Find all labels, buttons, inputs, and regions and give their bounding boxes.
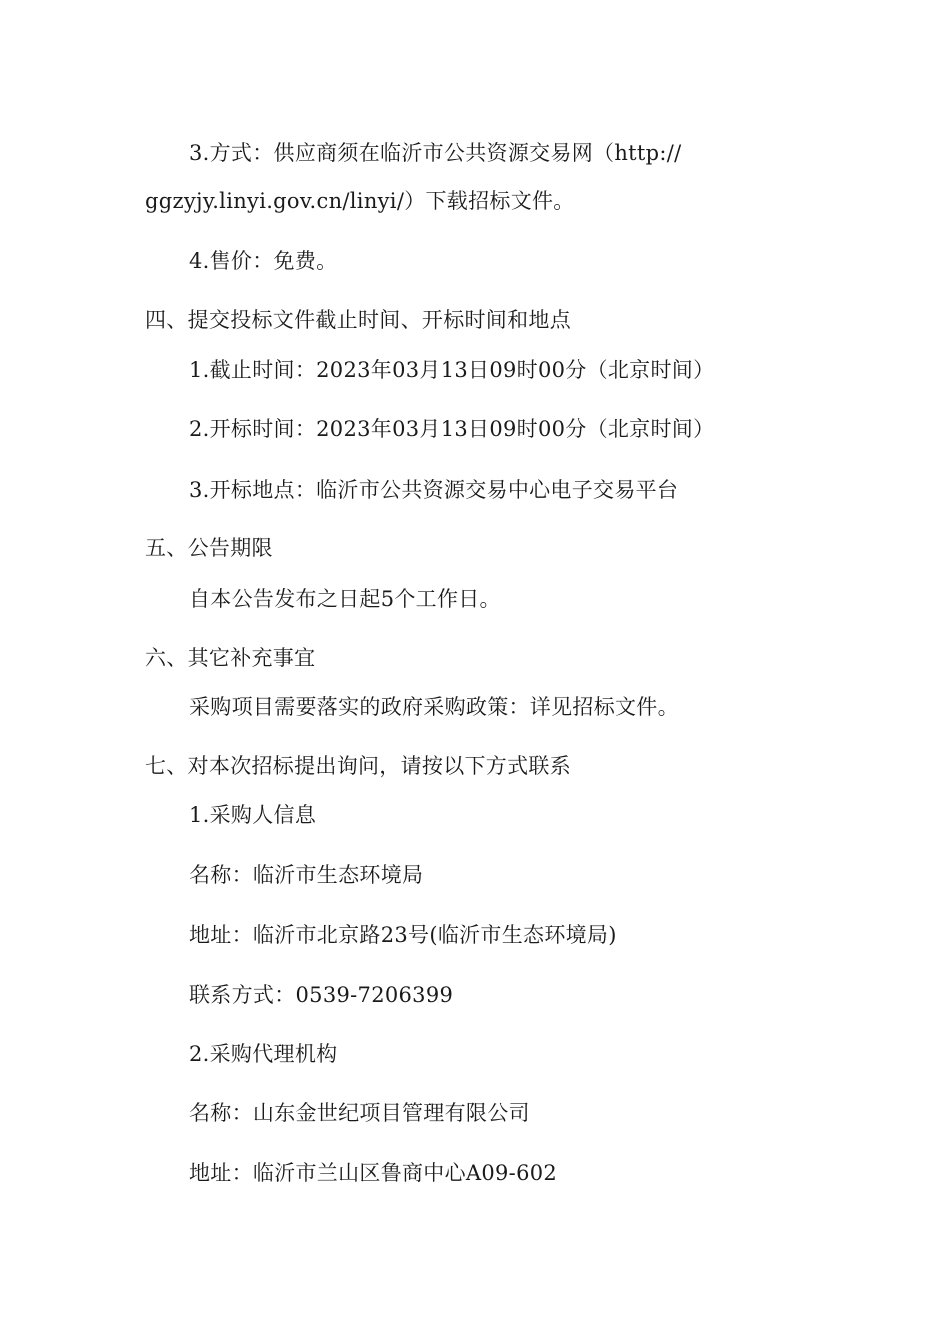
opening-time-line: 2.开标时间：2023年03月13日09时00分（北京时间） (189, 417, 715, 441)
buyer-contact: 联系方式：0539-7206399 (189, 983, 454, 1007)
buyer-info-title: 1.采购人信息 (189, 803, 317, 827)
section6-text: 采购项目需要落实的政府采购政策：详见招标文件。 (189, 695, 679, 719)
item4-price: 4.售价：免费。 (189, 249, 338, 273)
agency-info-title: 2.采购代理机构 (189, 1042, 338, 1066)
deadline-line: 1.截止时间：2023年03月13日09时00分（北京时间） (189, 358, 715, 382)
item3-line2: ggzyjy.linyi.gov.cn/linyi/）下载招标文件。 (145, 189, 575, 213)
section5-text: 自本公告发布之日起5个工作日。 (189, 587, 501, 611)
item3-line1: 3.方式：供应商须在临沂市公共资源交易网（http:// (189, 141, 682, 165)
section7-heading: 七、对本次招标提出询问，请按以下方式联系 (145, 754, 571, 778)
agency-address: 地址：临沂市兰山区鲁商中心A09-602 (189, 1161, 558, 1185)
agency-name: 名称：山东金世纪项目管理有限公司 (189, 1101, 530, 1125)
section4-heading: 四、提交投标文件截止时间、开标时间和地点 (145, 308, 571, 332)
buyer-name: 名称：临沂市生态环境局 (189, 863, 424, 887)
buyer-address: 地址：临沂市北京路23号(临沂市生态环境局) (189, 923, 617, 947)
section5-heading: 五、公告期限 (145, 536, 273, 560)
section6-heading: 六、其它补充事宜 (145, 646, 316, 670)
opening-place-line: 3.开标地点：临沂市公共资源交易中心电子交易平台 (189, 478, 679, 502)
